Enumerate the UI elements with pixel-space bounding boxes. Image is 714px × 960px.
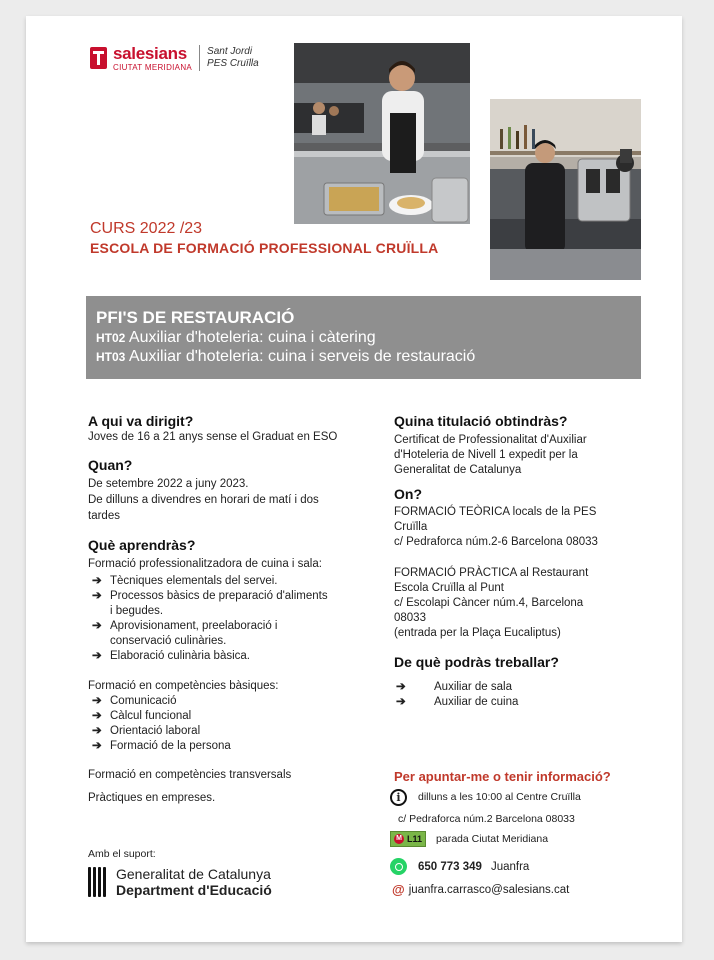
target-heading: A qui va dirigit? [88,413,194,429]
arrow-right-icon: ➔ [92,740,102,752]
contact-heading: Per apuntar-me o tenir informació? [394,769,611,784]
arrow-right-icon: ➔ [92,575,102,587]
arrow-right-icon: ➔ [92,710,102,722]
learn-list [92,574,382,664]
learn-heading: Què aprendràs? [88,537,196,553]
info-schedule: dilluns a les 10:00 al Centre Cruïlla [418,791,581,803]
logo-name: salesians [113,43,187,63]
at-sign-icon: @ [392,882,405,897]
support-label: Amb el suport: [88,848,156,860]
salesians-cross-icon [90,47,107,69]
target-text: Joves de 16 a 21 anys sense el Graduat en ESO [88,431,338,443]
when-text: De setembre 2022 a juny 2023. [88,478,249,490]
program-ht03 [96,348,641,366]
list-item: conservació culinàries. [110,635,227,647]
salesians-logo [90,42,259,74]
when-heading: Quan? [88,457,133,473]
program-ht02 [96,329,641,347]
metro-stop: parada Ciutat Meridiana [436,832,549,845]
list-item: ➔ Auxiliar de sala [396,681,512,693]
arrow-right-icon: ➔ [92,725,102,737]
list-item: ➔ Processos bàsics de preparació d'aliments [92,590,328,602]
department-name: Department d'Educació [116,882,272,898]
transversal-text: Formació en competències transversals [88,769,292,781]
metro-icon: M [394,834,404,844]
contact-name: Juanfra [490,860,530,873]
when-text: De dilluns a divendres en horari de matí i dos [88,494,319,506]
list-item: ➔ Formació de la persona [92,740,231,752]
where-theory: FORMACIÓ TEÒRICA locals de la PES Cruïlla c/ Pedraforca núm.2-6 Barcelona 08033 [394,506,598,548]
flyer-page [26,16,682,942]
list-item: ➔ Orientació laboral [92,725,201,737]
qualification-heading: Quina titulació obtindràs? [394,413,568,429]
metro-row [390,831,548,847]
list-item: ➔ Auxiliar de cuina [396,696,519,708]
course-year: CURS 2022 /23 [90,220,203,237]
learn-intro: Formació professionalitzadora de cuina i sala: [88,558,322,570]
info-icon: i [390,789,407,806]
program-code: HT03 [96,350,126,364]
qualification-text: Certificat de Professionalitat d'Auxiliar d'Hoteleria de Nivell 1 expedit per la Generalitat de Catalunya [394,434,587,476]
email-address[interactable]: juanfra.carrasco@salesians.cat [408,883,570,896]
list-item: ➔ Aprovisionament, preelaboració i [92,620,278,632]
info-address: c/ Pedraforca núm.2 Barcelona 08033 [398,813,575,825]
logo-school-line1: Sant Jordi [207,45,253,57]
arrow-right-icon: ➔ [396,696,406,708]
list-item: ➔ Elaboració culinària bàsica. [92,650,250,662]
program-banner [86,296,641,379]
metro-line-badge: M L11 [390,831,426,847]
generalitat-emblem-icon [88,867,110,897]
phone-row [390,858,529,875]
logo-school-line2: PES Cruïlla [207,58,259,69]
list-item: ➔ Tècniques elementals del servei. [92,575,278,587]
jobs-heading: De què podràs treballar? [394,654,559,670]
email-row [392,882,569,897]
arrow-right-icon: ➔ [92,590,102,602]
whatsapp-icon [390,858,407,875]
basic-intro: Formació en competències bàsiques: [88,680,279,692]
when-text: tardes [88,510,120,522]
arrow-right-icon: ➔ [92,620,102,632]
logo-subtitle: CIUTAT MERIDIANA [113,62,193,72]
program-name: Auxiliar d'hoteleria: cuina i càtering [128,329,376,346]
generalitat-logo [88,866,272,898]
where-practice: FORMACIÓ PRÀCTICA al Restaurant Escola Cruïlla al Punt c/ Escolapi Càncer núm.4, Barcelona 08033 (entrada per la Plaça Eucaliptus) [394,567,589,639]
barista-photo [490,99,641,280]
internship-text: Pràctiques en empreses. [88,792,216,804]
program-name: Auxiliar d'hoteleria: cuina i serveis de restauració [128,348,476,365]
generalitat-name: Generalitat de Catalunya [116,866,271,882]
arrow-right-icon: ➔ [92,695,102,707]
basic-list [92,694,382,754]
list-item: i begudes. [110,605,164,617]
arrow-right-icon: ➔ [396,681,406,693]
arrow-right-icon: ➔ [92,650,102,662]
phone-number[interactable]: 650 773 349 [418,860,482,873]
school-name: ESCOLA DE FORMACIÓ PROFESSIONAL CRUÏLLA [90,240,439,256]
list-item: ➔ Càlcul funcional [92,710,192,722]
where-heading: On? [394,486,422,502]
info-row [390,789,581,806]
list-item: ➔ Comunicació [92,695,177,707]
banner-title: PFI'S DE RESTAURACIÓ [96,308,295,327]
kitchen-photo [294,43,470,224]
jobs-list [396,680,646,710]
program-code: HT02 [96,331,126,345]
